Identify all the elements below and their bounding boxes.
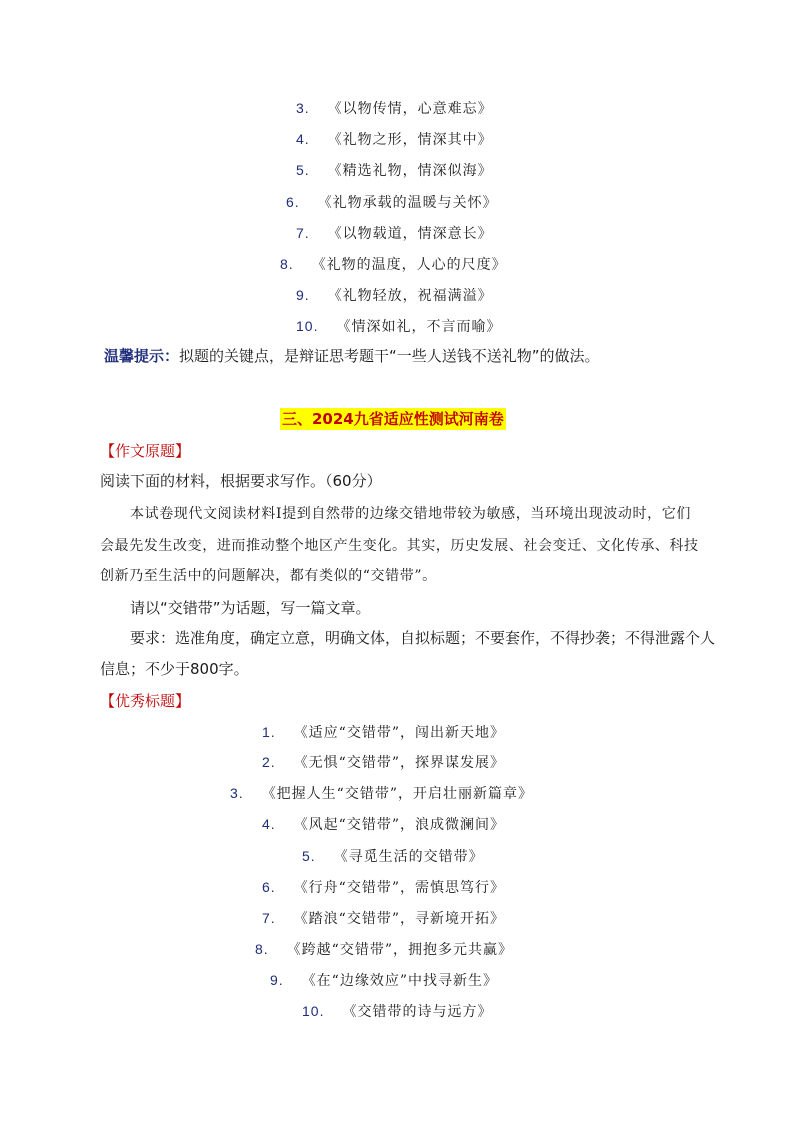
list-item-text: 《以物载道，情深意长》: [327, 226, 493, 242]
list-item-text: 《适应“交错带”，闯出新天地》: [293, 725, 506, 741]
list-item-text: 《以物传情，心意难忘》: [327, 101, 493, 117]
list-item-number: 10.: [302, 1003, 325, 1019]
tip-line: [104, 345, 600, 366]
essay-intro: 阅读下面的材料，根据要求写作。（60分）: [100, 472, 382, 490]
list-item-text: 《把握人生“交错带”，开启壮丽新篇章》: [261, 786, 534, 802]
list-item-text: 《无惧“交错带”，探界谋发展》: [293, 755, 506, 771]
list-item-text: 《风起“交错带”，浪成微澜间》: [293, 817, 506, 833]
list-item-number: 8.: [280, 256, 294, 272]
list-item-text: 《交错带的诗与远方》: [342, 1004, 493, 1020]
list-item: [296, 98, 493, 118]
list-item-number: 2.: [262, 754, 276, 770]
list-item: [262, 877, 505, 897]
list-item-number: 6.: [262, 879, 276, 895]
list-item: [262, 752, 505, 772]
tip-text: 拟题的关键点，是辩证思考题干“一些人送钱不送礼物”的做法。: [179, 347, 600, 365]
list-item-number: 6.: [286, 194, 300, 210]
material-line: 创新乃至生活中的问题解决，都有类似的“交错带”。: [100, 568, 437, 584]
list-item: [296, 316, 501, 336]
list-item: [262, 908, 505, 928]
list-item-number: 7.: [296, 225, 310, 241]
requirements-line: 要求：选准角度，确定立意，明确文体，自拟标题；不要套作，不得抄袭；不得泄露个人: [130, 629, 716, 647]
list-item-text: 《礼物的温度，人心的尺度》: [311, 257, 507, 273]
list-item: [270, 970, 498, 990]
list-item-text: 《精选礼物，情深似海》: [327, 163, 493, 179]
list-item-number: 3.: [230, 785, 244, 801]
list-item-text: 《行舟“交错带”，需慎思笃行》: [293, 880, 506, 896]
list-item: [302, 1001, 492, 1021]
list-item: [296, 285, 493, 305]
tip-label: 温馨提示：: [104, 347, 180, 365]
list-item: [255, 939, 513, 959]
list-item-text: 《在“边缘效应”中找寻新生》: [301, 973, 499, 989]
list-item-text: 《踏浪“交错带”，寻新境开拓》: [293, 911, 506, 927]
list-item: [296, 223, 493, 243]
list-item: [286, 192, 498, 212]
list-item-number: 9.: [270, 972, 284, 988]
list-item: [230, 783, 533, 803]
list-item-text: 《寻觅生活的交错带》: [333, 849, 484, 865]
excellent-titles-label: 【优秀标题】: [100, 692, 191, 710]
list-item-number: 5.: [302, 848, 316, 864]
list-item-number: 8.: [255, 941, 269, 957]
list-item: [302, 846, 484, 866]
list-item: [280, 254, 507, 274]
list-item-text: 《跨越“交错带”，拥抱多元共赢》: [286, 942, 514, 958]
list-item: [296, 160, 493, 180]
list-item-text: 《情深如礼，不言而喻》: [336, 319, 502, 335]
list-item-number: 1.: [262, 724, 276, 740]
list-item-number: 9.: [296, 287, 310, 303]
list-item: [262, 814, 505, 834]
list-item-number: 4.: [262, 816, 276, 832]
list-item-number: 4.: [296, 131, 310, 147]
material-line: 本试卷现代文阅读材料Ⅰ提到自然带的边缘交错地带较为敏感，当环境出现波动时，它们: [130, 506, 691, 522]
list-item-number: 7.: [262, 910, 276, 926]
list-item-text: 《礼物之形，情深其中》: [327, 132, 493, 148]
list-item-number: 5.: [296, 162, 310, 178]
list-item: [296, 129, 493, 149]
list-item-number: 10.: [296, 318, 319, 334]
material-line: 会最先发生改变，进而推动整个地区产生变化。其实，历史发展、社会变迁、文化传承、科技: [100, 538, 699, 554]
list-item-number: 3.: [296, 100, 310, 116]
list-item-text: 《礼物承载的温暖与关怀》: [317, 195, 498, 211]
section-heading: 三、2024九省适应性测试河南卷: [282, 410, 504, 428]
list-item-text: 《礼物轻放，祝福满溢》: [327, 288, 493, 304]
essay-prompt: 请以“交错带”为话题，写一篇文章。: [130, 599, 371, 617]
requirements-line: 信息；不少于800字。: [100, 660, 249, 678]
list-item: [262, 722, 505, 742]
essay-original-label: 【作文原题】: [100, 442, 191, 460]
